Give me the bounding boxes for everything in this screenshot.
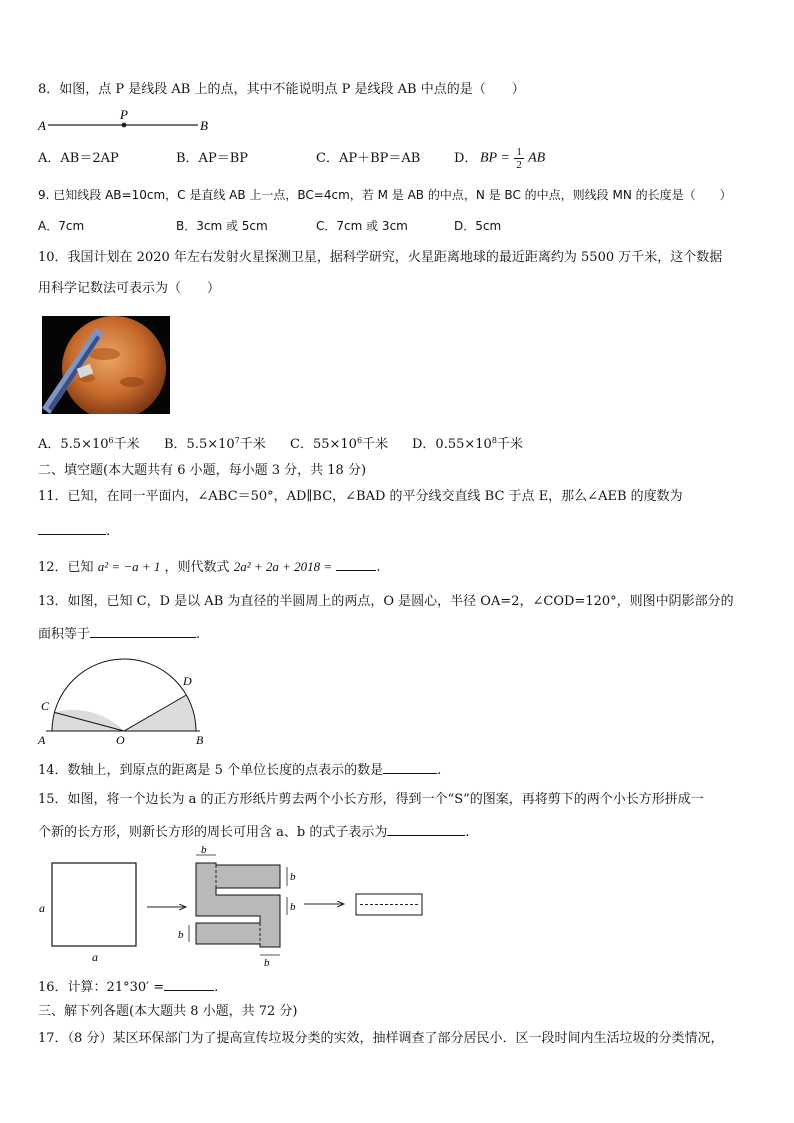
q17-line1: 17．（8 分）某区环保部门为了提高宣传垃圾分类的实效，抽样调查了部分居民小．区一段时间内生活垃圾的分类情况，: [38, 1031, 724, 1046]
q10-option-d-base: D．0.55×10: [412, 437, 492, 452]
q9-stem: 9. 已知线段 AB=10cm，C 是直线 AB 上一点，BC=4cm，若 M 是 AB 的中点，N 是 BC 的中点，则线段 MN 的长度是（ ）: [38, 188, 732, 202]
q8-option-d: [454, 151, 477, 167]
q13-line1: 13．如图，已知 C，D 是以 AB 为直径的半圆周上的两点，O 是圆心，半径 OA=2，∠COD=120°，则图中阴影部分的: [38, 594, 734, 609]
q9-option-a: A．7cm: [38, 219, 85, 233]
square-side-label-bottom: a: [92, 950, 98, 964]
section3-heading: 三、解下列各题(本大题共 8 小题，共 72 分): [38, 1004, 298, 1019]
q15-line2-text: 个新的长方形，则新长方形的周长可用含 a、b 的式子表示为: [38, 825, 388, 840]
q8-options: [38, 151, 477, 167]
q10-line1: 10．我国计划在 2020 年左右发射火星探测卫星，据科学研究，火星距离地球的最近距离约为 5500 万千米，这个数据: [38, 250, 723, 265]
q10-option-c-base: C．55×10: [290, 437, 357, 452]
q8-stem: 8．如图，点 P 是线段 AB 上的点，其中不能说明点 P 是线段 AB 中点的是（ ）: [38, 82, 525, 97]
segment-ab-figure: [36, 108, 216, 134]
dim-b-left: b: [178, 929, 184, 941]
q13-line2-text: 面积等于: [38, 627, 91, 642]
q16-answer-blank[interactable]: [164, 978, 214, 991]
q10-option-b: [164, 437, 290, 453]
q9-options: [38, 218, 501, 234]
q16-expr: 21°30′ =: [106, 980, 165, 995]
point-a-label: A: [38, 733, 46, 746]
q8-option-b: B．AP＝BP: [176, 151, 248, 166]
q9-option-d: D．5cm: [454, 219, 502, 233]
q12-pre: 12．已知: [38, 560, 94, 575]
q13-line2: [38, 625, 200, 643]
q14-text: 14．数轴上，到原点的距离是 5 个单位长度的点表示的数是: [38, 763, 384, 778]
q15-line1: 15．如图，将一个边长为 a 的正方形纸片剪去两个小长方形，得到一个“S”的图案，再将剪下的两个小长方形拼成一: [38, 792, 704, 807]
q16-period: .: [214, 980, 219, 995]
semicircle-figure: [36, 652, 214, 746]
q10-option-a-unit: 千米: [113, 437, 140, 452]
q13-period: .: [196, 627, 201, 642]
q8-optd-den: 2: [516, 159, 522, 171]
dim-b-top: b: [201, 845, 207, 856]
q10-options: [38, 437, 523, 453]
s-shape-figure: [36, 845, 428, 970]
q12-mid: ，则代数式: [164, 560, 230, 575]
dim-b-right-mid: b: [290, 901, 296, 913]
dim-b-bottom: b: [264, 957, 270, 969]
q10-option-d: [412, 437, 523, 453]
q14-line: [38, 761, 441, 779]
q15-answer-blank[interactable]: [387, 823, 465, 836]
q16-pre: 16．计算：: [38, 980, 107, 995]
q11-period: .: [106, 524, 111, 539]
q10-option-c-exp: 6: [356, 436, 363, 445]
q10-option-a-exp: 6: [108, 436, 114, 445]
q11-line1: 11．已知，在同一平面内，∠ABC＝50°，AD∥BC，∠BAD 的平分线交直线 BC 于点 E，那么∠AEB 的度数为: [38, 489, 683, 504]
point-b-label: B: [196, 733, 204, 746]
q12-eq1: a² = −a + 1: [97, 559, 161, 574]
q13-answer-blank[interactable]: [90, 625, 196, 638]
q10-option-b-unit: 千米: [239, 437, 266, 452]
q8-option-a: A．AB＝2AP: [38, 151, 119, 166]
q12-period: .: [376, 560, 381, 575]
q8-optd-fraction: [514, 146, 524, 171]
q10-option-c-unit: 千米: [362, 437, 389, 452]
q11-answer-blank[interactable]: [38, 522, 106, 535]
q8-option-d-math: [480, 146, 545, 171]
q10-line2: 用科学记数法可表示为（ ）: [38, 281, 221, 296]
mars-photo-icon: [42, 316, 170, 414]
q10-option-b-exp: 7: [234, 436, 240, 445]
q14-answer-blank[interactable]: [383, 761, 437, 774]
point-a-label: A: [38, 118, 46, 133]
q8-option-d-label: D．: [454, 151, 478, 166]
point-p-label: P: [120, 108, 128, 122]
q10-option-a: [38, 437, 164, 453]
q10-option-b-base: B．5.5×10: [164, 437, 235, 452]
dim-b-right-top: b: [290, 871, 296, 883]
q12-line: [38, 558, 380, 576]
q10-option-d-unit: 千米: [496, 437, 523, 452]
q8-optd-rhs: AB: [528, 150, 546, 166]
q8-optd-num: 1: [516, 146, 522, 158]
q10-option-d-exp: 8: [491, 436, 497, 445]
q15-line2: [38, 823, 469, 841]
q8-option-c: C．AP＋BP＝AB: [316, 151, 421, 166]
point-d-label: D: [183, 674, 192, 688]
point-b-label: B: [200, 118, 208, 133]
q12-eq2: 2a² + 2a + 2018 =: [233, 559, 333, 574]
square-side-label-left: a: [39, 901, 45, 915]
q16-line: [38, 978, 218, 996]
q9-option-b: B．3cm 或 5cm: [176, 219, 268, 233]
q9-option-c: C．7cm 或 3cm: [316, 219, 408, 233]
q12-answer-blank[interactable]: [336, 558, 376, 571]
q10-option-c: [290, 437, 412, 453]
q15-period: .: [465, 825, 470, 840]
point-c-label: C: [41, 699, 50, 713]
q10-option-a-base: A．5.5×10: [38, 437, 109, 452]
q11-line2: [38, 522, 110, 540]
q14-period: .: [437, 763, 442, 778]
point-o-label: O: [116, 733, 125, 746]
section2-heading: 二、填空题(本大题共有 6 小题，每小题 3 分，共 18 分): [38, 463, 367, 478]
q8-optd-lhs: BP =: [480, 150, 510, 166]
